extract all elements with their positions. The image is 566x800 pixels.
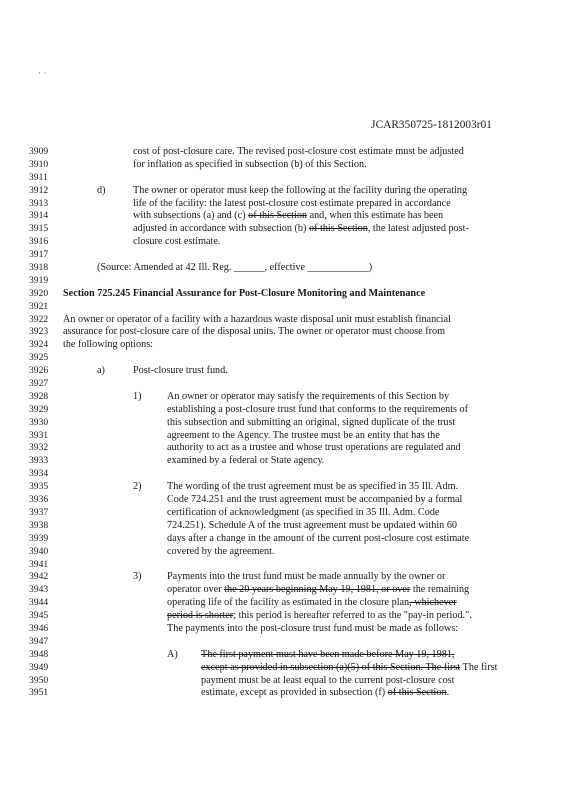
- document-line: [0, 623, 566, 636]
- text-segment: payment must be at least equal to the current post-closure cost: [201, 674, 455, 686]
- line-text: [167, 442, 461, 455]
- text-segment: .: [446, 687, 450, 699]
- document-line: [0, 352, 566, 365]
- line-text: [167, 546, 274, 559]
- line-number: 3935: [29, 481, 49, 493]
- subsection-marker: A): [167, 648, 178, 660]
- document-line: [0, 494, 566, 507]
- line-number: 3921: [29, 300, 49, 312]
- subsection-marker: d): [97, 184, 106, 196]
- text-segment: examined by a federal or State agency.: [167, 455, 325, 467]
- line-text: [167, 417, 455, 430]
- struck-text: , whichever: [409, 597, 457, 609]
- document-line: [0, 662, 566, 675]
- struck-text: of this Section: [387, 687, 447, 699]
- line-number: 3916: [29, 236, 49, 248]
- line-number: 3928: [29, 390, 49, 402]
- struck-text: of this Section: [248, 210, 308, 222]
- text-segment: and, when this estimate has been: [307, 210, 444, 222]
- text-segment: adjusted in accordance with subsection (b): [133, 223, 309, 235]
- document-line: [0, 172, 566, 185]
- document-line: [0, 365, 566, 378]
- document-line: [0, 675, 566, 688]
- line-text: [97, 262, 372, 275]
- line-number: 3942: [29, 571, 49, 583]
- line-text: [133, 198, 451, 211]
- document-line: [0, 185, 566, 198]
- line-number: 3927: [29, 378, 49, 390]
- line-number: 3931: [29, 429, 49, 441]
- line-number: 3911: [29, 171, 48, 183]
- line-text: [167, 494, 462, 507]
- document-line: [0, 571, 566, 584]
- document-line: [0, 442, 566, 455]
- text-segment: covered by the agreement.: [167, 545, 275, 557]
- text-segment: , the latest adjusted post-: [367, 223, 469, 235]
- struck-text: except as provided in subsection (a)(5) of this Section. The first: [201, 661, 461, 673]
- text-segment: the remaining: [410, 584, 470, 596]
- document-line: [0, 687, 566, 700]
- line-number: 3926: [29, 365, 49, 377]
- document-line: [0, 507, 566, 520]
- line-number: 3951: [29, 687, 49, 699]
- document-line: [0, 223, 566, 236]
- text-segment: An owner or operator may satisfy the requirements of this Section by: [167, 390, 450, 402]
- line-number: 3947: [29, 635, 49, 647]
- document-line: [0, 546, 566, 559]
- text-segment: days after a change in the amount of the current post-closure cost estimate: [167, 532, 470, 544]
- line-text: [167, 597, 457, 610]
- line-number: 3932: [29, 442, 49, 454]
- line-text: [133, 365, 228, 378]
- text-segment: assurance for post-closure care of the disposal units. The owner or operator must choose from: [63, 326, 446, 338]
- line-number: 3913: [29, 197, 49, 209]
- line-text: [133, 236, 220, 249]
- document-line: [0, 404, 566, 417]
- text-segment: (Source: Amended at 42 Ill. Reg. ______, effective ____________): [97, 262, 373, 274]
- line-text: [133, 185, 467, 198]
- text-segment: The payments into the post-closure trust fund must be made as follows:: [167, 622, 459, 634]
- text-segment: estimate, except as provided in subsection (f): [201, 687, 388, 699]
- subsection-marker: 1): [133, 390, 142, 402]
- text-segment: Code 724.251 and the trust agreement must be accompanied by a formal: [167, 494, 463, 506]
- text-segment: for inflation as specified in subsection (b) of this Section.: [133, 158, 367, 170]
- line-number: 3944: [29, 597, 49, 609]
- line-number: 3930: [29, 416, 49, 428]
- line-text: [167, 391, 449, 404]
- line-text: [133, 223, 469, 236]
- line-number: 3925: [29, 352, 49, 364]
- document-line: [0, 249, 566, 262]
- line-number: 3929: [29, 403, 49, 415]
- line-number: 3923: [29, 326, 49, 338]
- struck-text: of this Section: [308, 223, 368, 235]
- line-number: 3933: [29, 455, 49, 467]
- line-text: [201, 649, 454, 662]
- line-text: [167, 584, 469, 597]
- line-text: [167, 533, 469, 546]
- text-segment: The owner or operator must keep the following at the facility during the operating: [133, 184, 468, 196]
- line-number: 3936: [29, 494, 49, 506]
- scan-specks: · ·: [38, 68, 47, 78]
- document-line: [0, 533, 566, 546]
- line-number: 3941: [29, 558, 49, 570]
- line-number: 3946: [29, 622, 49, 634]
- line-number: 3934: [29, 468, 49, 480]
- line-number: 3912: [29, 184, 49, 196]
- document-line: [0, 559, 566, 572]
- document-line: [0, 146, 566, 159]
- text-segment: Payments into the trust fund must be made annually by the owner or: [167, 571, 446, 583]
- text-segment: this subsection and submitting an original, signed duplicate of the trust: [167, 416, 456, 428]
- document-line: [0, 520, 566, 533]
- line-number: 3918: [29, 262, 49, 274]
- document-line: [0, 378, 566, 391]
- line-number: 3945: [29, 610, 49, 622]
- document-line: [0, 210, 566, 223]
- document-line: [0, 584, 566, 597]
- text-segment: authority to act as a trustee and whose trust operations are regulated and: [167, 442, 461, 454]
- document-line: [0, 262, 566, 275]
- line-text: [167, 610, 472, 623]
- line-text: [133, 159, 367, 172]
- text-segment: cost of post-closure care. The revised post-closure cost estimate must be adjusted: [133, 146, 464, 157]
- line-text: [201, 662, 497, 675]
- line-number: 3924: [29, 339, 49, 351]
- line-number: 3920: [29, 287, 49, 299]
- text-segment: 724.251). Schedule A of the trust agreement must be updated within 60: [167, 519, 458, 531]
- text-segment: certification of acknowledgment (as specified in 35 Ill. Adm. Code: [167, 506, 440, 518]
- text-segment: operating life of the facility as estimated in the closure plan: [167, 597, 410, 609]
- struck-text: period is shorter: [167, 610, 234, 622]
- line-number: 3914: [29, 210, 49, 222]
- text-segment: agreement to the Agency. The trustee must be an entity that has the: [167, 429, 440, 441]
- line-text: [167, 623, 458, 636]
- line-text: [167, 404, 468, 417]
- line-text: [63, 326, 445, 339]
- line-number: 3915: [29, 223, 49, 235]
- line-number: 3909: [29, 146, 49, 157]
- text-segment: life of the facility: the latest post-closure cost estimate prepared in accordance: [133, 197, 451, 209]
- document-line: [0, 275, 566, 288]
- subsection-marker: 3): [133, 571, 142, 583]
- line-number: 3940: [29, 545, 49, 557]
- document-line: [0, 301, 566, 314]
- line-number: 3949: [29, 661, 49, 673]
- text-segment: establishing a post-closure trust fund that conforms to the requirements of: [167, 403, 469, 415]
- subsection-marker: 2): [133, 481, 142, 493]
- document-line: [0, 326, 566, 339]
- line-text: [133, 146, 464, 159]
- document-line: [0, 198, 566, 211]
- line-text: [63, 288, 425, 301]
- document-line: [0, 636, 566, 649]
- text-segment: The first: [460, 661, 498, 673]
- document-line: [0, 468, 566, 481]
- line-text: [167, 430, 440, 443]
- line-text: [167, 507, 439, 520]
- line-text: [167, 571, 445, 584]
- line-number: 3948: [29, 648, 49, 660]
- line-text: [133, 210, 443, 223]
- line-text: [167, 481, 458, 494]
- subsection-marker: a): [97, 365, 105, 377]
- line-number: 3937: [29, 506, 49, 518]
- text-segment: Post-closure trust fund.: [133, 365, 228, 377]
- document-line: [0, 314, 566, 327]
- document-line: [0, 455, 566, 468]
- line-text: [167, 455, 324, 468]
- document-line: [0, 649, 566, 662]
- line-number: 3922: [29, 313, 49, 325]
- document-line: [0, 339, 566, 352]
- line-text: [167, 520, 457, 533]
- document-line: [0, 159, 566, 172]
- text-segment: with subsections (a) and (c): [133, 210, 249, 222]
- text-segment: the following options:: [63, 339, 153, 351]
- document-line: [0, 481, 566, 494]
- section-heading: Section 725.245 Financial Assurance for Post-Closure Monitoring and Maintenance: [63, 287, 426, 299]
- struck-text: The first payment must have been made before May 19, 1981,: [201, 648, 455, 660]
- line-number: 3938: [29, 519, 49, 531]
- text-segment: closure cost estimate.: [133, 236, 221, 248]
- text-segment: ; this period is hereafter referred to as the "pay-in period.".: [233, 610, 472, 622]
- document-header-id: JCAR350725-1812003r01: [371, 119, 492, 131]
- document-line: [0, 597, 566, 610]
- line-number: 3943: [29, 584, 49, 596]
- text-segment: The wording of the trust agreement must be as specified in 35 Ill. Adm.: [167, 481, 459, 493]
- text-segment: An owner or operator of a facility with a hazardous waste disposal unit must establish financial: [63, 313, 451, 325]
- text-segment: operator over: [167, 584, 225, 596]
- line-number: 3910: [29, 158, 49, 170]
- document-line: [0, 288, 566, 301]
- line-number: 3917: [29, 249, 49, 261]
- line-text: [63, 314, 451, 327]
- line-text: [201, 675, 454, 688]
- line-text: [201, 687, 449, 700]
- document-line: [0, 417, 566, 430]
- document-line: [0, 236, 566, 249]
- line-number: 3939: [29, 532, 49, 544]
- document-line: [0, 610, 566, 623]
- line-text: [63, 339, 153, 352]
- struck-text: the 20 years beginning May 19, 1981, or over: [224, 584, 411, 596]
- document-line: [0, 391, 566, 404]
- line-number: 3950: [29, 674, 49, 686]
- document-body: [0, 146, 566, 700]
- line-number: 3919: [29, 274, 49, 286]
- document-line: [0, 430, 566, 443]
